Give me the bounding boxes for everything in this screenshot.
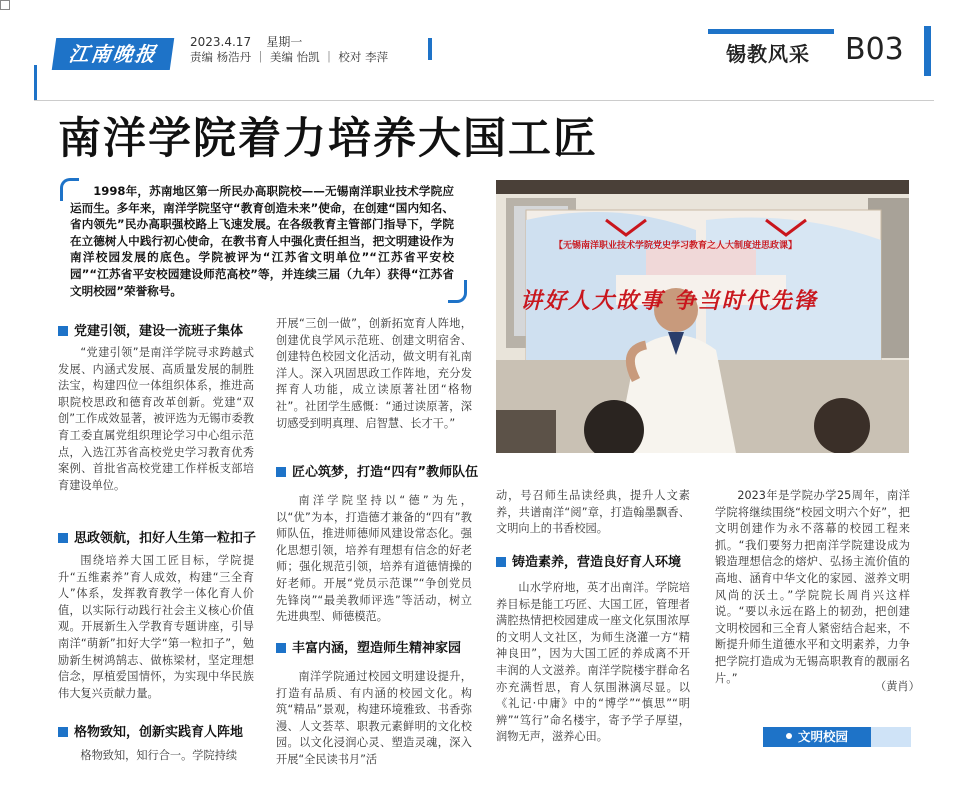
paragraph: 2023年是学院办学25周年，南洋学院将继续围绕“校园文明六个好”，把文明创建作为永不落幕的校园工程来抓。“我们要努力把南洋学院建设成为锻造理想信念的熔炉、弘扬主流价值的高地、涵育中华文化的家园、滋养文明风尚的沃土。”学院院长周肖兴这样说。“要以永远在路上的韧劲，把创建文明校园和三全育人紧密结合起来，不断提升师生道德水平和文明素养，力争把学院打造成为无锡高职教育的靓丽名片。” xyxy=(715,489,910,685)
square-bullet-icon xyxy=(276,467,286,477)
paragraph: 围绕培养大国工匠目标，学院提升“五维素养”育人成效，构建“三全育人”体系，发挥教育教学一体化育人价值，以实际行动践行社会主义核心价值观。开展新生入学教育专题讲座，引导南洋“萌新”扣好大学“第一粒扣子”，勉励新生树鸿鹄志、做栋梁材，坚定理想信念，厚植爱国情怀，为实现中华民族伟大复兴贡献力量。 xyxy=(58,554,254,700)
subhead-text: 格物致知，创新实践育人阵地 xyxy=(74,725,244,740)
subhead-teachers xyxy=(276,461,478,480)
right-accent-bar xyxy=(924,26,931,76)
dot-icon xyxy=(786,733,792,739)
paragraph: 南洋学院通过校园文明建设提升，打造有品质、有内涵的校园文化。构筑“精品”景观，构建环境雅致、书香弥漫、人文荟萃、职教元素鲜明的文化校园。以文化浸润心灵、塑造灵魂，深入开展“全民读书月”活 xyxy=(276,670,472,766)
subhead-culture xyxy=(276,637,461,656)
author-byline: （黄肖） xyxy=(875,680,920,693)
header-divider xyxy=(428,38,432,60)
header-rule xyxy=(34,100,934,101)
photo-illustration xyxy=(496,180,909,453)
page-number: B03 xyxy=(845,32,904,67)
square-bullet-icon xyxy=(58,727,68,737)
subhead-text: 铸造素养，营造良好育人环境 xyxy=(512,555,682,570)
lead-bracket-bottom xyxy=(448,280,467,303)
column-1-block-1 xyxy=(58,345,254,494)
square-bullet-icon xyxy=(276,643,286,653)
column-2-block-2 xyxy=(276,669,472,769)
section-name: 锡教风采 xyxy=(726,42,810,66)
paragraph: 南洋学院坚持以“德”为先，以“优”为本，打造德才兼备的“四有”教师队伍，推进师德师风建设常态化。强化思想引领，培养有理想有信念的好老师；强化规范引领，培养有道德情操的好老师。开展“党员示范课”“争创党员先锋岗”“最美教师评选”等活动，树立先进典型、师德模范。 xyxy=(276,494,472,624)
subhead-party-building xyxy=(58,320,243,339)
column-4-block xyxy=(715,488,910,687)
photo-banner-slogan: 讲好人大故事 争当时代先锋 xyxy=(520,288,818,314)
subhead-practice xyxy=(58,721,243,740)
headline: 南洋学院着力培养大国工匠 xyxy=(58,114,598,164)
issue-date xyxy=(190,33,302,50)
column-2-block-1 xyxy=(276,493,472,626)
paragraph: 山水学府地，英才出南洋。学院培养目标是能工巧匠、大国工匠，管理者满腔热情把校园建成一座文化氛围浓厚的文明人文社区，为师生浇灌一方“精神良田”，因为大国工匠的养成离不开丰润的人文滋养。南洋学院楼宇群命名亦充满哲思，育人氛围淋漓尽显。以《礼记·中庸》中的“博学”“慎思”“明辨”“笃行”命名楼宇，寄予学子厚望，润物无声，滋养心田。 xyxy=(496,581,690,744)
square-bullet-icon xyxy=(58,326,68,336)
tag-label: 文明校园 xyxy=(797,729,848,744)
paragraph: 开展“三创一做”，创新拓宽育人阵地，创建优良学风示范班、创建文明宿舍、创建特色校园文化活动，做文明有礼南洋人。深入巩固思政工作阵地，充分发挥育人功能，成立读原著社团“格物社”。社团学生感慨：“通过读原著，深切感受到明真理、启智慧、长才干。” xyxy=(276,317,472,430)
lead-paragraph: 1998年，苏南地区第一所民办高职院校——无锡南洋职业技术学院应运而生。多年来，南洋学院坚守“教育创造未来”使命，在创建“国内知名、省内领先”民办高职强校路上飞速发展。在各级教育主管部门指导下，学院在立德树人中践行初心使命，在教书育人中强化责任担当，把文明建设作为南洋校园发展的底色。学院被评为“江苏省文明单位”“江苏省平安校园”“江苏省平安校园建设师范高校”等，并连续三届（九年）获得“江苏省文明校园”荣誉称号。 xyxy=(70,184,454,298)
subhead-text: 匠心筑梦，打造“四有”教师队伍 xyxy=(292,465,479,480)
corner-mark xyxy=(0,0,10,10)
column-3-block-1 xyxy=(496,580,690,746)
square-bullet-icon xyxy=(496,557,506,567)
column-1-block-3 xyxy=(58,748,254,765)
paragraph: 动，号召师生品读经典，提升人文素养，共谱南洋“阅”章，打造翰墨飘香、文明向上的书香校园。 xyxy=(496,489,690,536)
subhead-environment xyxy=(496,551,681,570)
subhead-text: 党建引领，建设一流班子集体 xyxy=(74,324,244,339)
column-2-continuation xyxy=(276,316,472,432)
subhead-ideology xyxy=(58,527,256,546)
staff-credits: 责编 杨浩丹 ｜ 美编 怡凯 ｜ 校对 李萍 xyxy=(190,50,389,64)
square-bullet-icon xyxy=(58,533,68,543)
paragraph: 格物致知，知行合一。学院持续 xyxy=(80,749,238,762)
subhead-text: 丰富内涵，塑造师生精神家园 xyxy=(292,641,462,656)
section-accent-bar xyxy=(708,29,834,34)
article-photo xyxy=(496,180,909,453)
paragraph: “党建引领”是南洋学院寻求跨越式发展、内涵式发展、高质量发展的制胜法宝，构建四位一体组织体系，推进高职院校思政和德育改革创新。党建“双创”工作成效显著，被评选为无锡市委教育工委直属党组织理论学习中心组示范点，入选江苏省高校党史学习教育优秀案例、首批省高校党建工作样板支部培育建设单位。 xyxy=(58,346,254,492)
column-3-continuation xyxy=(496,488,690,538)
date-text: 2023.4.17 xyxy=(190,35,252,49)
newspaper-logo: 江南晚报 xyxy=(52,38,174,70)
photo-banner-caption: 【无锡南洋职业技术学院党史学习教育之人大制度进思政课】 xyxy=(554,241,798,251)
tag-accent xyxy=(871,727,911,747)
column-1-block-2 xyxy=(58,553,254,702)
left-accent-bar xyxy=(34,65,37,101)
subhead-text: 思政领航，扣好人生第一粒扣子 xyxy=(74,531,257,546)
weekday-text: 星期一 xyxy=(266,35,303,49)
column-tag xyxy=(763,727,871,747)
